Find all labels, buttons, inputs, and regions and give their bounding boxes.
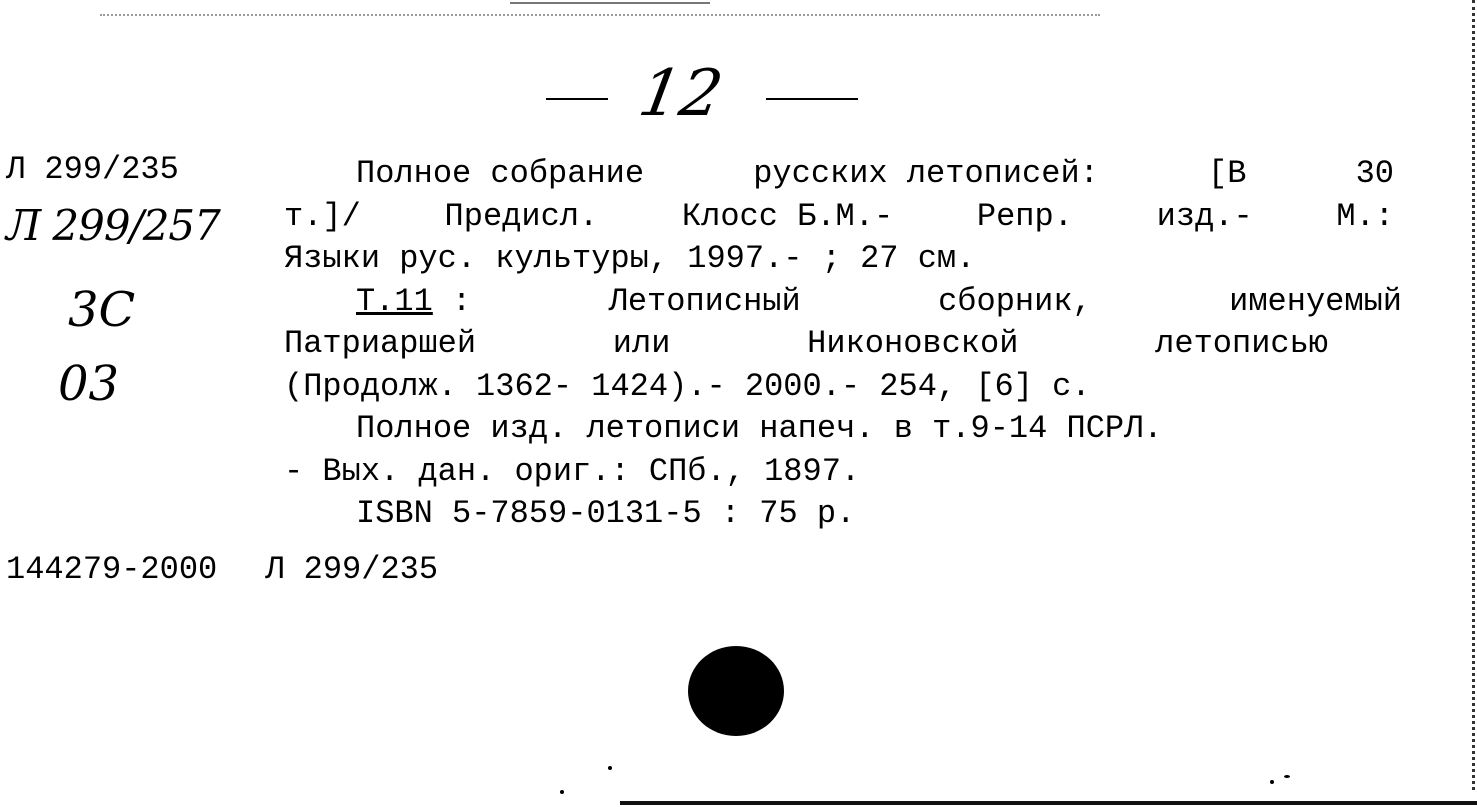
entry-line-4 [284, 281, 1402, 324]
entry-line-3: Языки рус. культуры, 1997.- ; 27 см. [284, 240, 976, 277]
entry-line-5 [284, 323, 1328, 366]
shelfmark: Л 299/235 [6, 151, 179, 188]
punch-hole [688, 646, 784, 736]
entry-text: русских летописей: [753, 155, 1099, 192]
handwritten-page-number: 12 [633, 57, 728, 131]
entry-text: : [452, 282, 472, 320]
speck [1284, 775, 1290, 778]
entry-note-1: Полное изд. летописи напеч. в т.9-14 ПСРЛ. [356, 410, 1163, 447]
entry-text: сборник, [938, 282, 1092, 320]
footer-shelfmark: Л 299/235 [265, 551, 439, 588]
card-top-edge-line [510, 2, 710, 4]
entry-text: Патриаршей [284, 325, 477, 362]
entry-text: Клосс Б.М.- [681, 197, 894, 235]
entry-text: Летописный [608, 282, 801, 320]
speck [560, 790, 564, 794]
entry-line-6: (Продолж. 1362- 1424).- 2000.- 254, [6] с. [284, 367, 1091, 405]
speck [608, 766, 612, 770]
card-bottom-edge [620, 801, 1477, 805]
entry-text: или [612, 325, 671, 362]
card-footer [6, 550, 438, 590]
speck [1270, 780, 1274, 784]
entry-text: летописью [1155, 325, 1328, 362]
page-number-dash-left [546, 98, 608, 100]
inventory-number: 144279-2000 [6, 551, 218, 588]
entry-note-2: - Вых. дан. ориг.: СПб., 1897. [284, 452, 861, 490]
entry-line-1 [284, 153, 1394, 196]
entry-text: изд.- [1156, 197, 1253, 235]
card-right-edge [1472, 0, 1475, 790]
page-number-dash-right [766, 98, 858, 100]
entry-text: Полное собрание [356, 155, 645, 192]
handwritten-shelfmark: Л 299/257 [6, 201, 220, 250]
entry-text: Предисл. [444, 197, 599, 235]
entry-text: М.: [1336, 197, 1394, 235]
entry-text: т.]/ [284, 197, 361, 235]
entry-text: 30 [1355, 155, 1394, 192]
entry-line-2 [284, 196, 1394, 239]
volume-designation [356, 281, 471, 324]
handwritten-code-2: 03 [58, 356, 120, 412]
entry-text: [В [1208, 155, 1247, 192]
bibliographic-entry [284, 153, 1404, 536]
card-top-edge [100, 14, 1100, 16]
volume-label: Т.11 [356, 282, 433, 320]
handwritten-code-1: 3С [68, 282, 136, 338]
entry-text: Никоновской [807, 325, 1019, 362]
entry-text: именуемый [1229, 282, 1402, 320]
entry-text: Репр. [976, 197, 1073, 235]
entry-isbn: ISBN 5-7859-0131-5 : 75 р. [356, 495, 856, 532]
